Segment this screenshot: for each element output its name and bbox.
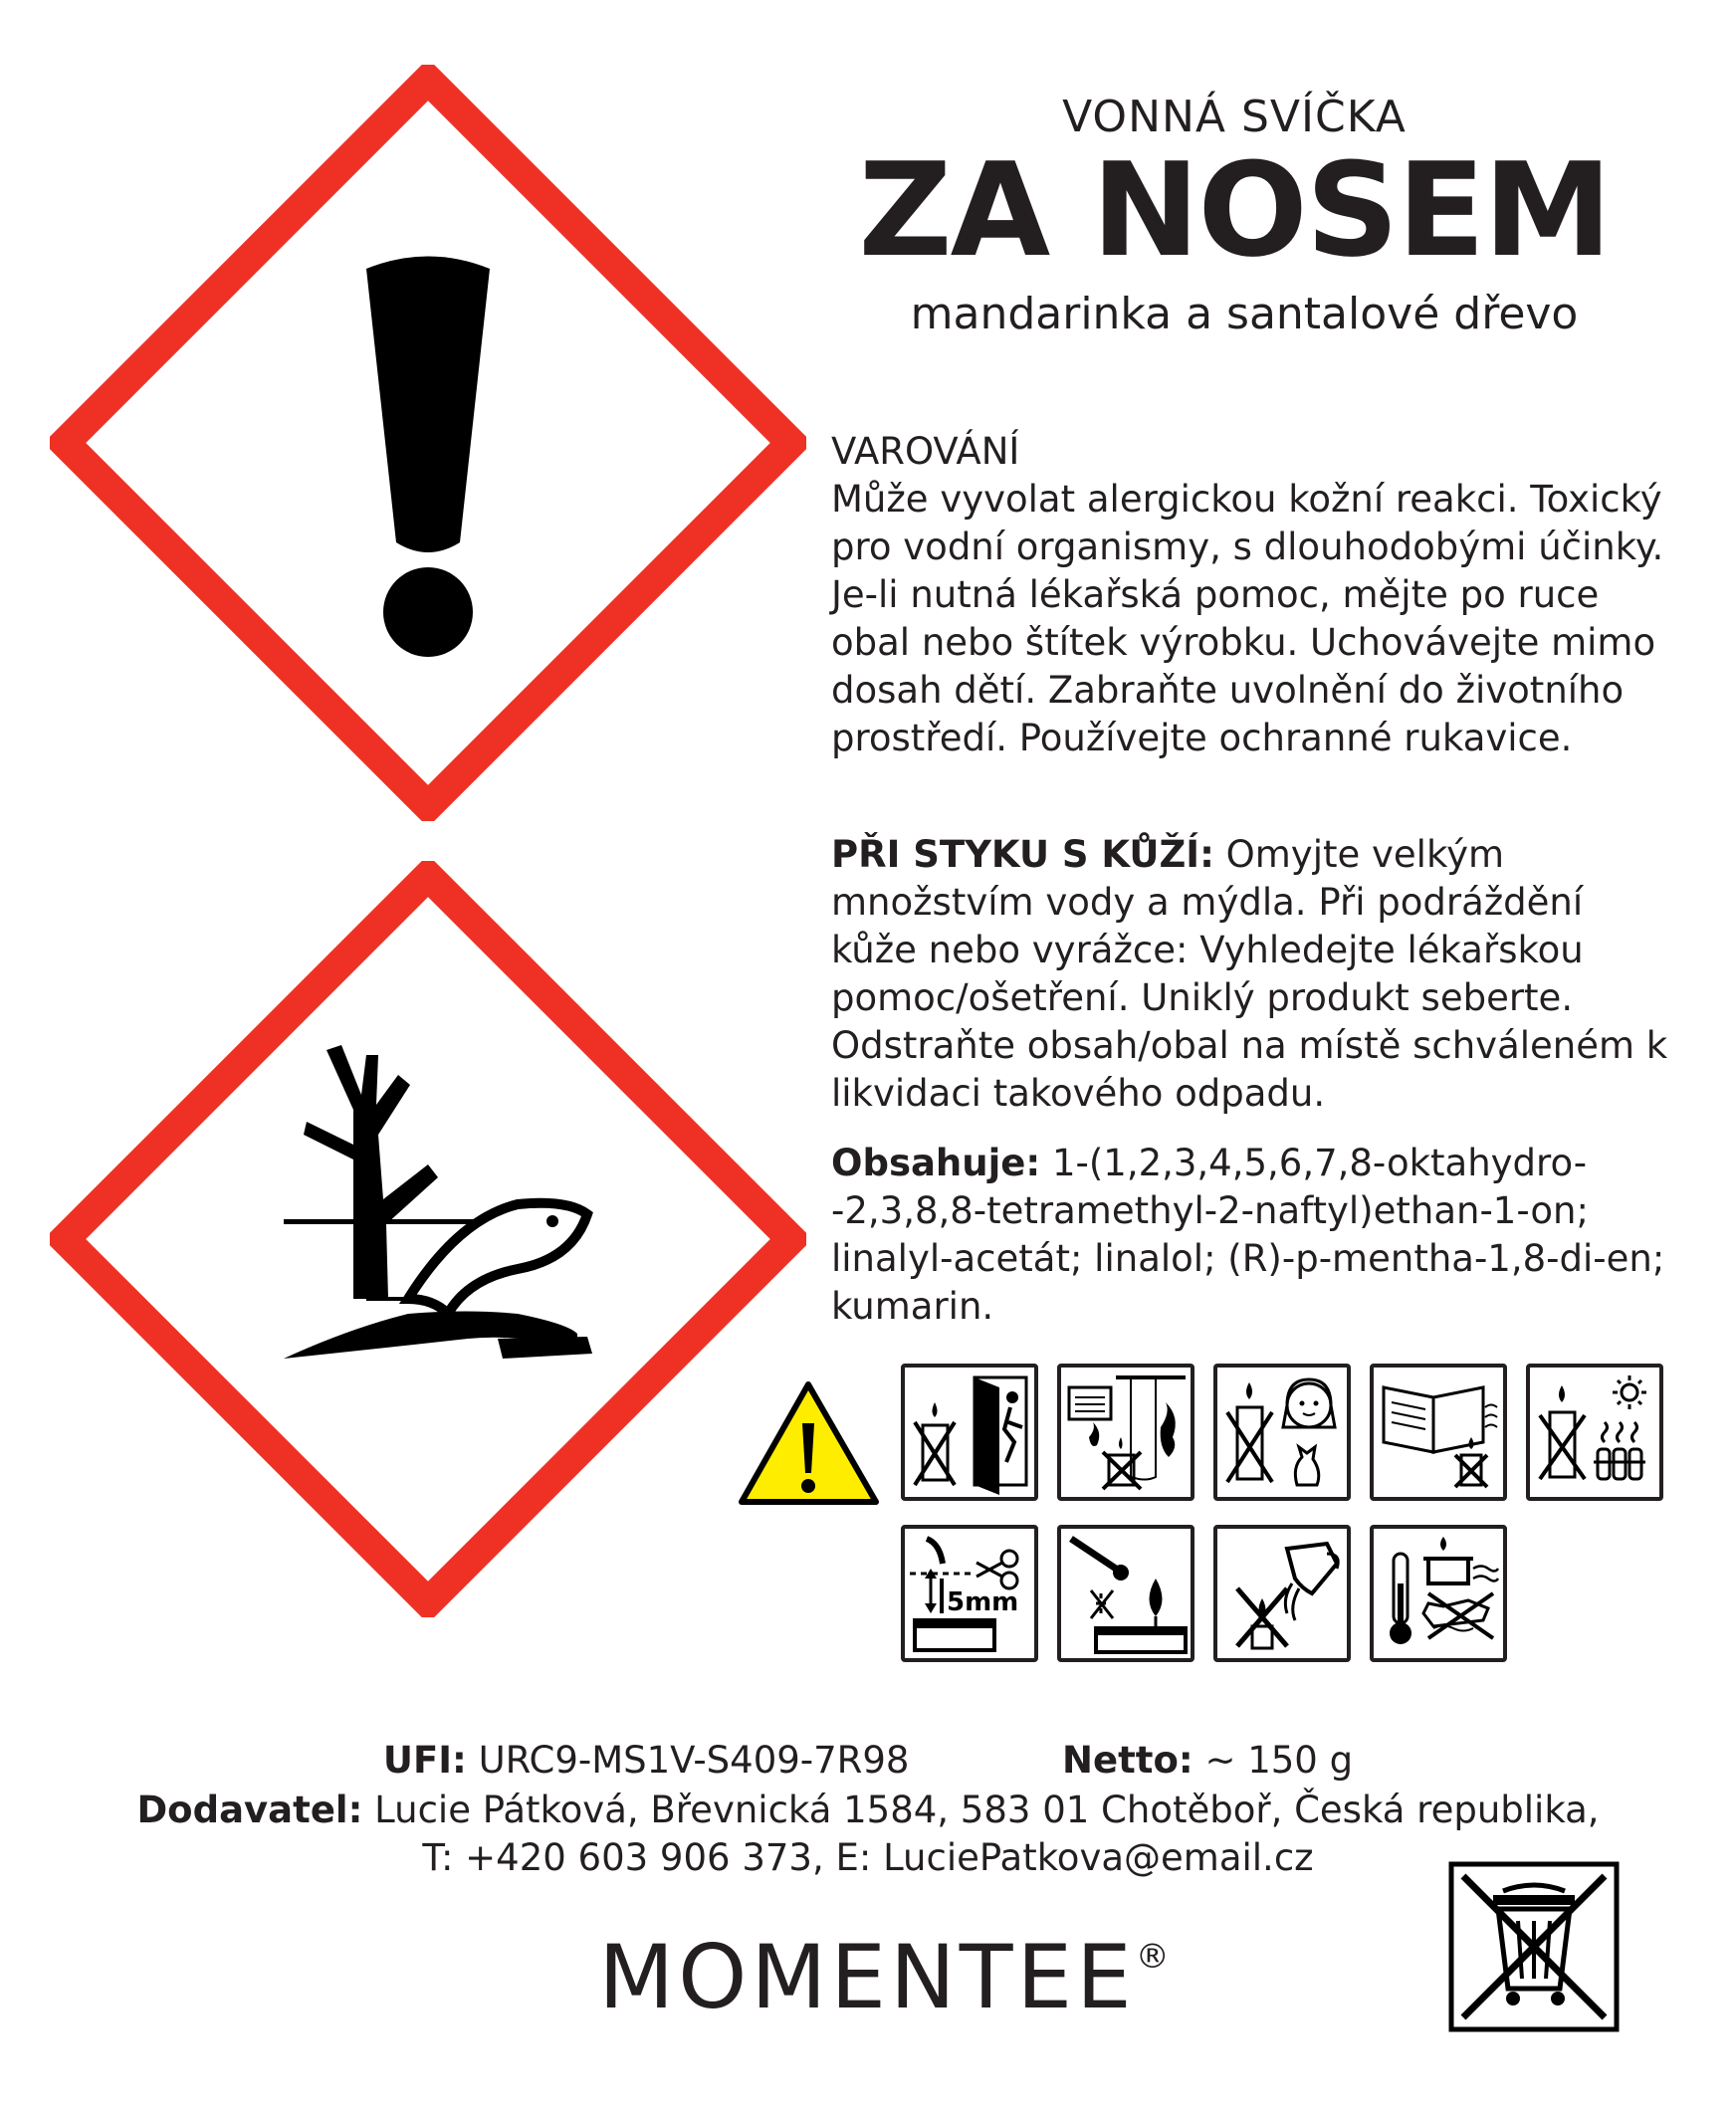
contains-section [831, 1140, 1677, 1331]
netto-value: ~ 150 g [1204, 1739, 1354, 1782]
heat-resistant-surface-icon [1370, 1525, 1507, 1662]
read-instructions-icon [1370, 1364, 1507, 1501]
skin-contact-text: Omyjte velkým množstvím vody a mýdla. Při podráždění kůže nebo vyrážce: Vyhledejte lékařskou pomoc/ošetření. Uniklý produkt seberte. Odstraňte obsah/obal na místě schváleném k likvidaci takového odpadu. [831, 833, 1668, 1115]
do-not-extinguish-with-water-icon [1213, 1525, 1351, 1662]
brand-logo [577, 1926, 1194, 2028]
contact-line: T: +420 603 906 373, E: LuciePatkova@email.cz [422, 1836, 1314, 1879]
supplier-value: Lucie Pátková, Břevnická 1584, 583 01 Chotěboř, Česká republika, [374, 1789, 1600, 1831]
keep-away-from-heat-icon [1526, 1364, 1663, 1501]
never-leave-burning-icon [901, 1364, 1038, 1501]
keep-away-from-children-pets-icon [1213, 1364, 1351, 1501]
ufi-netto-line [0, 1737, 1736, 1785]
supplier-label: Dodavatel: [136, 1789, 363, 1831]
warning-triangle-icon [737, 1378, 881, 1508]
contains-text: 1-(1,2,3,4,5,6,7,8-oktahydro--2,3,8,8-tetramethyl-2-naftyl)ethan-1-on; linalyl-acetát; linalol; (R)-p-mentha-1,8-di-en; kumarin. [831, 1142, 1665, 1328]
product-scent: mandarinka a santalové dřevo [910, 289, 1579, 339]
warning-text: Může vyvolat alergickou kožní reakci. Toxický pro vodní organismy, s dlouhodobými účinky. Je-li nutná lékařská pomoc, mějte po ruce obal nebo štítek výrobku. Uchovávejte mimo dosah dětí. Zabraňte uvolnění do životního prostředí. Používejte ochranné rukavice. [831, 478, 1664, 759]
trim-wick-5mm-icon [901, 1525, 1038, 1662]
product-name: ZA NOSEM [858, 134, 1611, 286]
environment-hazard-icon [50, 861, 806, 1617]
wick-length-label: 5mm [947, 1587, 1019, 1617]
contains-label: Obsahuje: [831, 1142, 1041, 1184]
product-kicker: VONNÁ SVÍČKA [1062, 92, 1407, 142]
registered-mark: ® [1135, 1936, 1174, 1977]
brand-name: MOMENTEE [598, 1926, 1136, 2028]
ufi-value: URC9-MS1V-S409-7R98 [478, 1739, 910, 1782]
keep-away-from-flammables-icon [1057, 1364, 1194, 1501]
ufi-label: UFI: [382, 1739, 467, 1782]
skin-contact-section [831, 831, 1677, 1118]
warning-section [831, 428, 1677, 762]
crossed-bin-icon [1448, 1861, 1620, 2032]
warning-heading: VAROVÁNÍ [831, 430, 1020, 473]
supplier-line [0, 1787, 1736, 1834]
netto-label: Netto: [1062, 1739, 1194, 1782]
skin-contact-label: PŘI STYKU S KŮŽÍ: [831, 833, 1214, 876]
no-wick-debris-icon [1057, 1525, 1194, 1662]
exclamation-mark-icon [50, 65, 806, 821]
